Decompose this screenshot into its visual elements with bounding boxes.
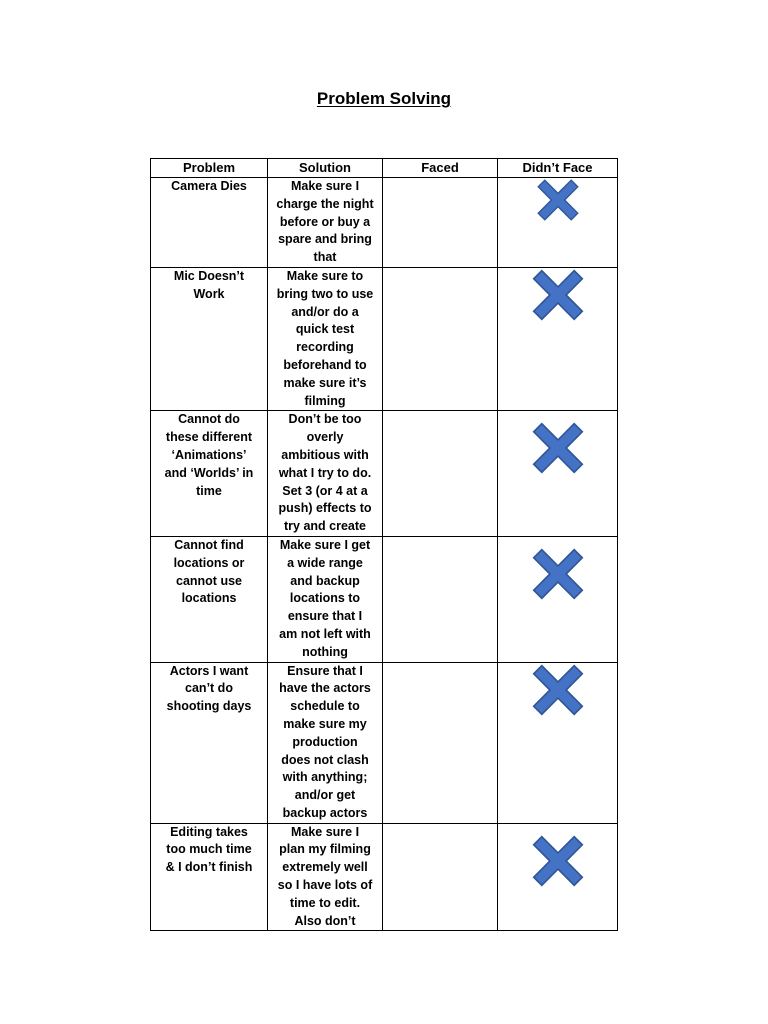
table-row	[151, 267, 618, 410]
problem-cell	[151, 823, 268, 931]
header-solution: Solution	[268, 159, 383, 178]
didnt-face-cell	[498, 411, 618, 537]
problem-cell	[151, 411, 268, 537]
solution-text: Don’t be too overly ambitious with what I try to do. Set 3 (or 4 at a push) effects to try and create	[278, 412, 372, 534]
solution-cell	[268, 536, 383, 662]
solution-cell	[268, 411, 383, 537]
header-problem: Problem	[151, 159, 268, 178]
solution-text: Ensure that I have the actors schedule to make sure my production does not clash with anything; and/or get backup actors	[279, 663, 371, 820]
problem-text: Mic Doesn’t Work	[173, 268, 245, 301]
problem-cell	[151, 178, 268, 268]
cross-icon	[531, 268, 585, 322]
table-row	[151, 662, 618, 823]
faced-cell	[383, 178, 498, 268]
cross-icon	[536, 178, 580, 222]
faced-cell	[383, 823, 498, 931]
didnt-face-cell	[498, 178, 618, 268]
problem-text: Cannot find locations or cannot use locations	[173, 537, 245, 606]
didnt-face-cell	[498, 536, 618, 662]
problem-text: Camera Dies	[171, 179, 247, 193]
problem-text: Editing takes too much time & I don’t finish	[165, 824, 253, 875]
solution-cell	[268, 823, 383, 931]
table-row	[151, 536, 618, 662]
solution-text: Make sure to bring two to use and/or do a quick test recording beforehand to make sure it’s filming	[276, 268, 374, 408]
faced-cell	[383, 662, 498, 823]
cross-icon	[531, 663, 585, 717]
solution-text: Make sure I charge the night before or buy a spare and bring that	[276, 179, 374, 265]
solution-cell	[268, 178, 383, 268]
faced-cell	[383, 411, 498, 537]
cross-icon	[531, 547, 585, 601]
problem-cell	[151, 267, 268, 410]
page-title: Problem Solving	[316, 89, 452, 108]
problem-text: Actors I want can’t do shooting days	[166, 663, 252, 714]
cross-icon	[531, 421, 585, 475]
cross-icon	[531, 834, 585, 888]
solution-text: Make sure I get a wide range and backup locations to ensure that I am not left with nothing	[279, 537, 371, 659]
didnt-face-cell	[498, 267, 618, 410]
solution-text: Make sure I plan my filming extremely well so I have lots of time to edit. Also don’t	[277, 824, 373, 928]
header-faced: Faced	[383, 159, 498, 178]
table-header-row	[151, 159, 618, 178]
didnt-face-cell	[498, 823, 618, 931]
header-didnt-face: Didn’t Face	[498, 159, 618, 178]
didnt-face-cell	[498, 662, 618, 823]
table-row	[151, 411, 618, 537]
problem-cell	[151, 662, 268, 823]
problem-solving-table	[150, 158, 618, 931]
solution-cell	[268, 267, 383, 410]
table-body	[151, 178, 618, 931]
solution-cell	[268, 662, 383, 823]
problem-cell	[151, 536, 268, 662]
problem-text: Cannot do these different ‘Animations’ and ‘Worlds’ in time	[164, 412, 254, 498]
faced-cell	[383, 536, 498, 662]
faced-cell	[383, 267, 498, 410]
table-row	[151, 178, 618, 268]
table-row	[151, 823, 618, 931]
